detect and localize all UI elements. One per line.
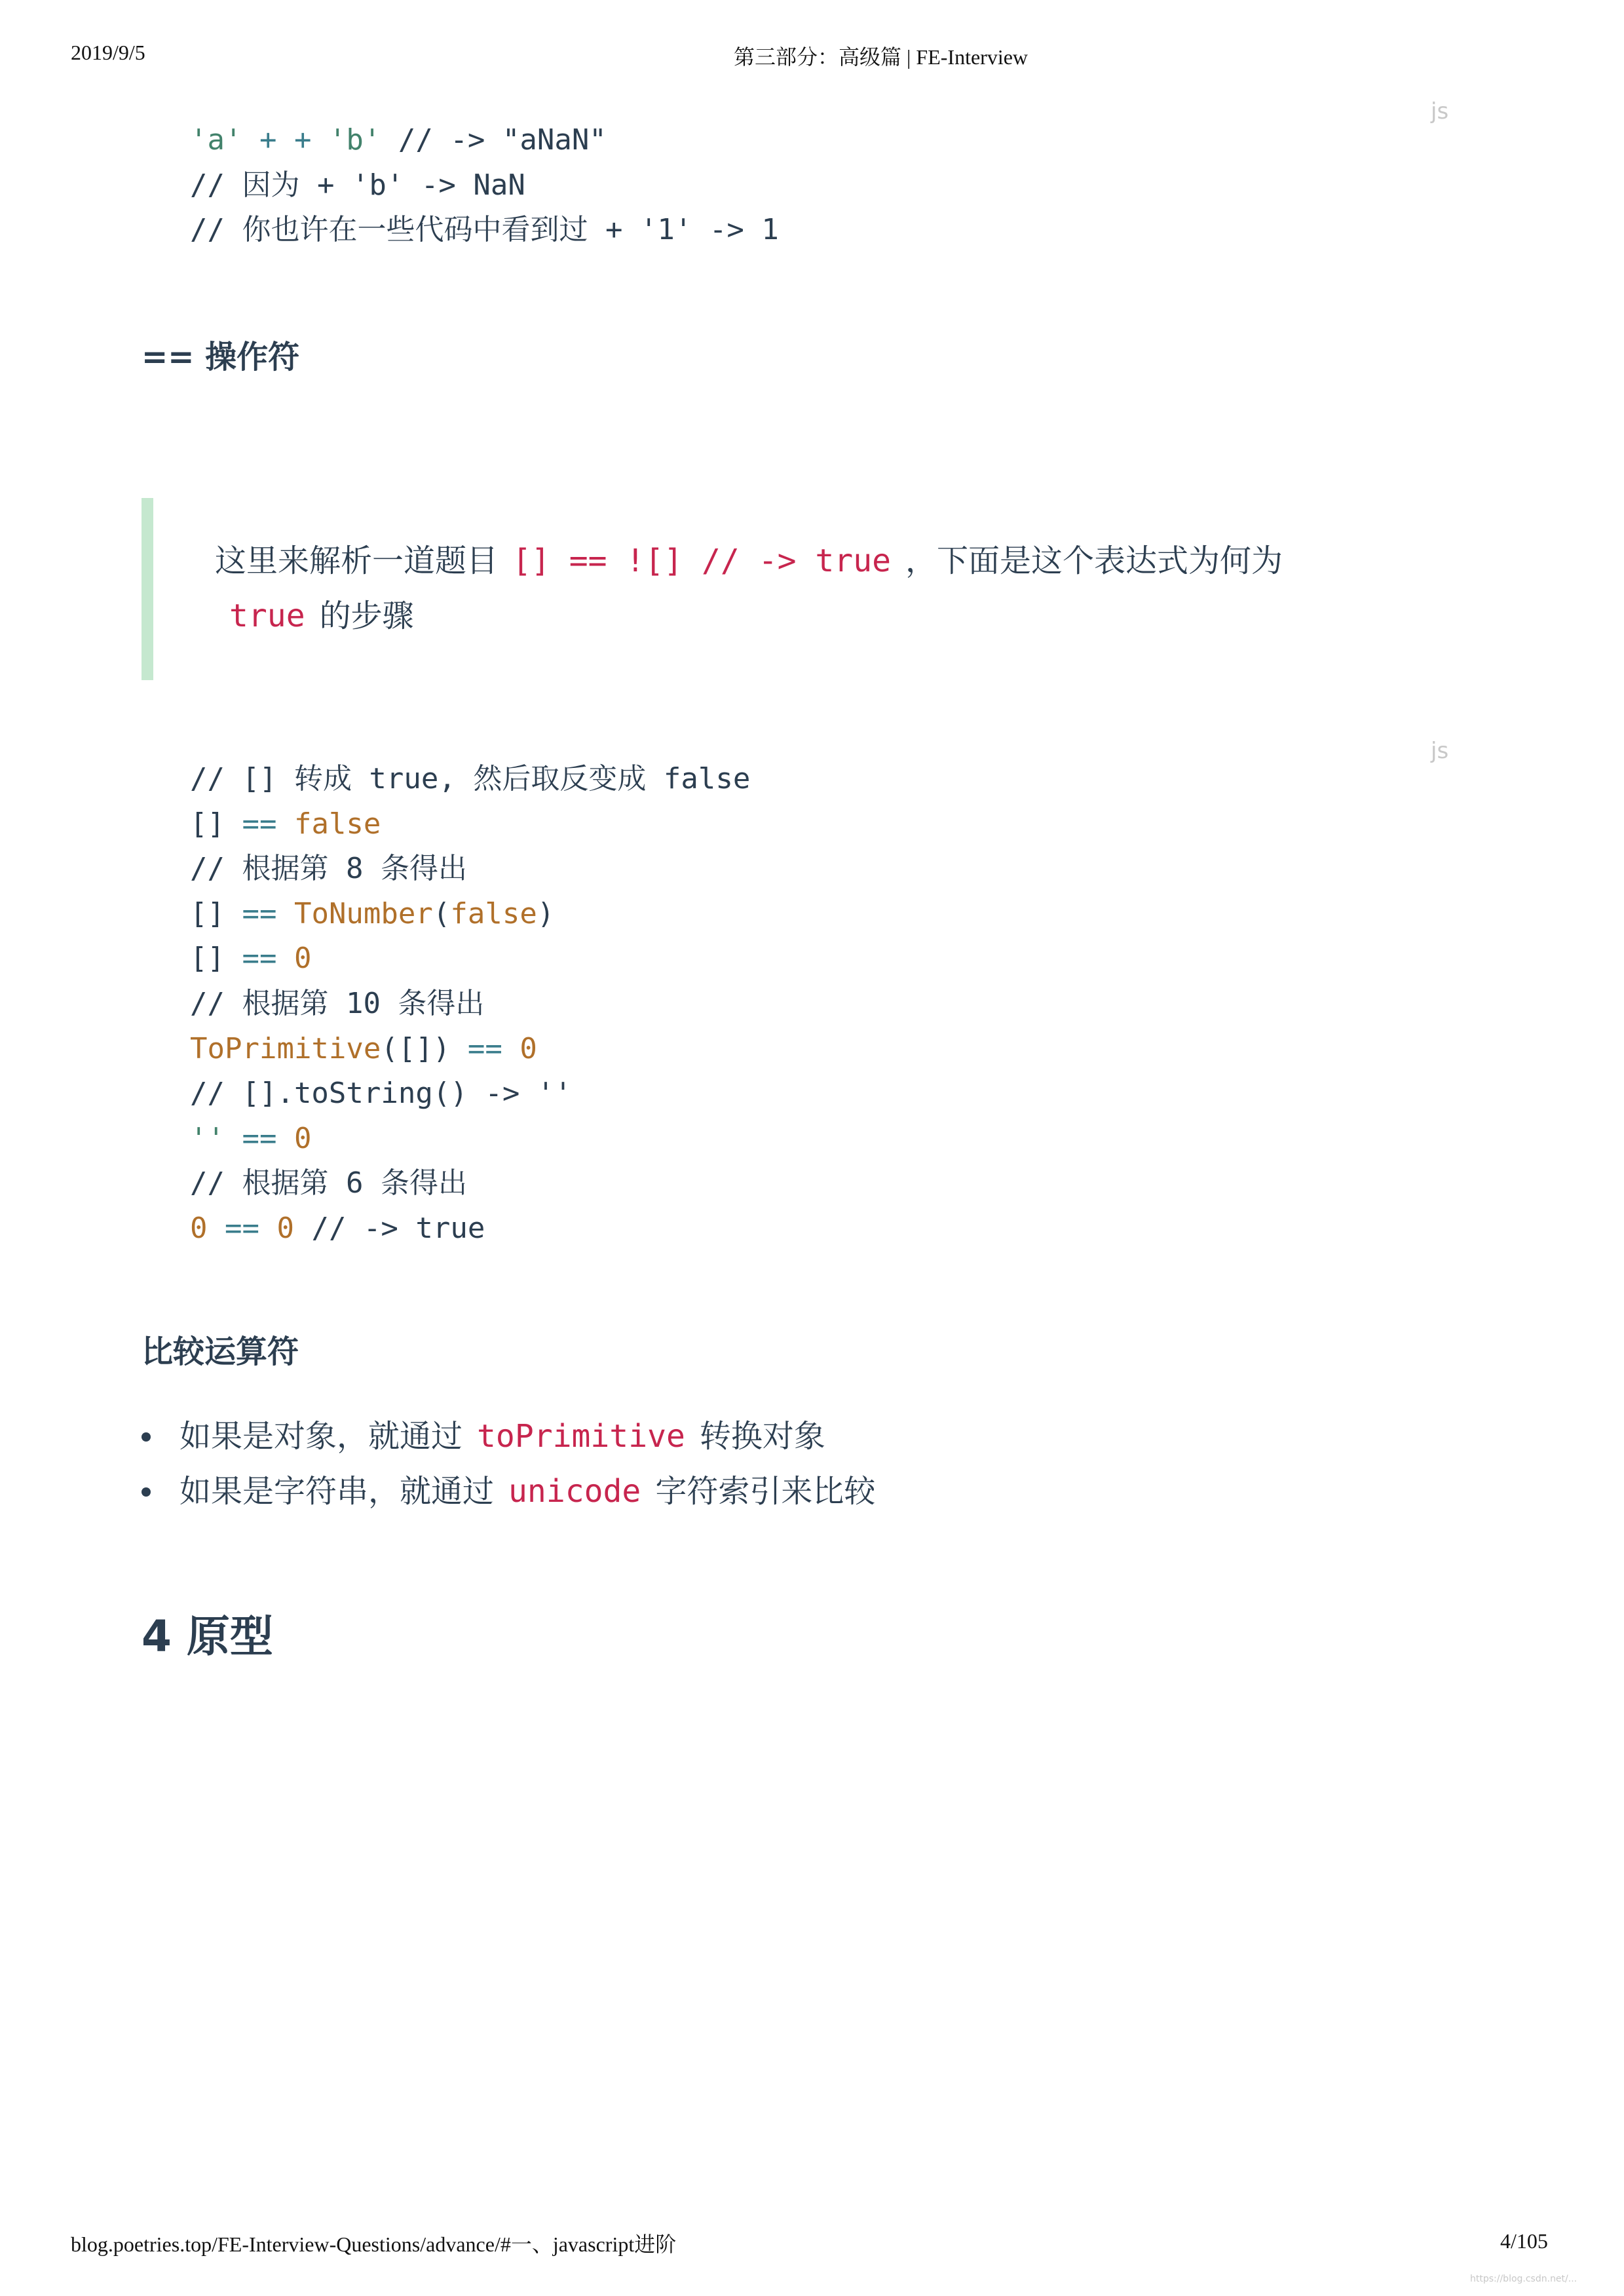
code-token: == (242, 942, 277, 976)
list-item (142, 1464, 875, 1519)
blockquote-text: 这里来解析一道题目 (215, 543, 499, 579)
code-token: [] (190, 896, 242, 930)
code-token: false (450, 896, 537, 930)
footer-url: blog.poetries.top/FE-Interview-Questions/advance/#一、javascript进阶 (71, 2232, 677, 2256)
blockquote-bar (142, 498, 153, 680)
blockquote-text: ，下面是这个表达式为何为 (905, 543, 1283, 579)
code-lang-label: js (1431, 738, 1449, 764)
inline-code: unicode (508, 1473, 641, 1510)
code-token: + + (242, 123, 329, 157)
section-heading-compare-operator: 比较运算符 (142, 1333, 299, 1370)
code-token: == (207, 1211, 277, 1245)
page-number: 4/105 (1500, 2229, 1548, 2253)
code-token: == (242, 896, 277, 930)
code-line (190, 1117, 750, 1162)
code-line (190, 118, 779, 163)
code-lang-label: js (1431, 98, 1449, 124)
print-date: 2019/9/5 (71, 41, 145, 64)
code-line (190, 1071, 750, 1117)
print-title: 第三部分：高级篇 | FE-Interview (734, 45, 1029, 69)
code-token: 0 (276, 1121, 312, 1155)
code-token: [] (190, 807, 242, 841)
code-line (190, 1027, 750, 1072)
code-token: == (242, 807, 277, 841)
code-token: == (467, 1031, 502, 1065)
code-token: 'a' (190, 123, 242, 157)
code-token: '' (190, 1121, 242, 1155)
code-token: 0 (190, 1211, 208, 1245)
code-token: // [].toString() -> '' (190, 1077, 572, 1111)
code-line (190, 982, 750, 1027)
code-block-1 (190, 118, 779, 253)
code-token: // [] 转成 true, 然后取反变成 false (190, 762, 751, 795)
code-token: // -> "aNaN" (381, 123, 607, 157)
code-token: 0 (276, 1211, 294, 1245)
list-item-text: 字符索引来比较 (655, 1473, 876, 1510)
list-item-text: 如果是对象，就通过 (179, 1418, 463, 1455)
code-token: // 根据第 10 条得出 (190, 986, 485, 1020)
bullet-icon (142, 1487, 151, 1497)
blockquote-line-1 (215, 533, 1283, 588)
code-token: // 根据第 8 条得出 (190, 852, 467, 886)
code-token: ToNumber (276, 896, 433, 930)
blockquote-text: 的步骤 (319, 598, 414, 634)
blockquote-line-2 (215, 588, 414, 643)
code-line (190, 936, 750, 982)
code-line (190, 208, 779, 253)
code-line (190, 892, 750, 937)
code-block-2 (190, 757, 750, 1252)
section-heading-prototype: 4 原型 (142, 1611, 273, 1662)
code-line (190, 1161, 750, 1206)
code-line (190, 757, 750, 802)
bullet-icon (142, 1432, 151, 1442)
inline-code: [] == ![] // -> true (512, 543, 891, 579)
code-token: == (242, 1121, 277, 1155)
code-token: // 根据第 6 条得出 (190, 1166, 467, 1200)
code-token: ([]) (381, 1031, 468, 1065)
list-item-text: 转换对象 (699, 1418, 825, 1455)
inline-code: toPrimitive (477, 1418, 685, 1455)
code-token: 0 (276, 942, 312, 976)
code-token: // -> true (293, 1211, 485, 1245)
code-token: ToPrimitive (190, 1031, 381, 1065)
code-line (190, 847, 750, 892)
code-token: // 你也许在一些代码中看到过 + '1' -> 1 (190, 213, 779, 247)
list-item (142, 1409, 875, 1464)
watermark-text: https://blog.csdn.net/... (1470, 2274, 1577, 2284)
code-line (190, 802, 750, 847)
code-token: ) (537, 896, 555, 930)
code-token: 'b' (328, 123, 381, 157)
code-token: false (276, 807, 381, 841)
code-line (190, 1206, 750, 1252)
bullet-list (142, 1409, 875, 1519)
section-heading-eq-operator: == 操作符 (142, 339, 300, 375)
code-token: 0 (502, 1031, 537, 1065)
code-token: ( (432, 896, 451, 930)
list-item-text: 如果是字符串，就通过 (179, 1473, 495, 1510)
inline-code: true (229, 598, 305, 634)
code-token: // 因为 + 'b' -> NaN (190, 168, 525, 202)
code-token: [] (190, 942, 242, 976)
code-line (190, 163, 779, 208)
